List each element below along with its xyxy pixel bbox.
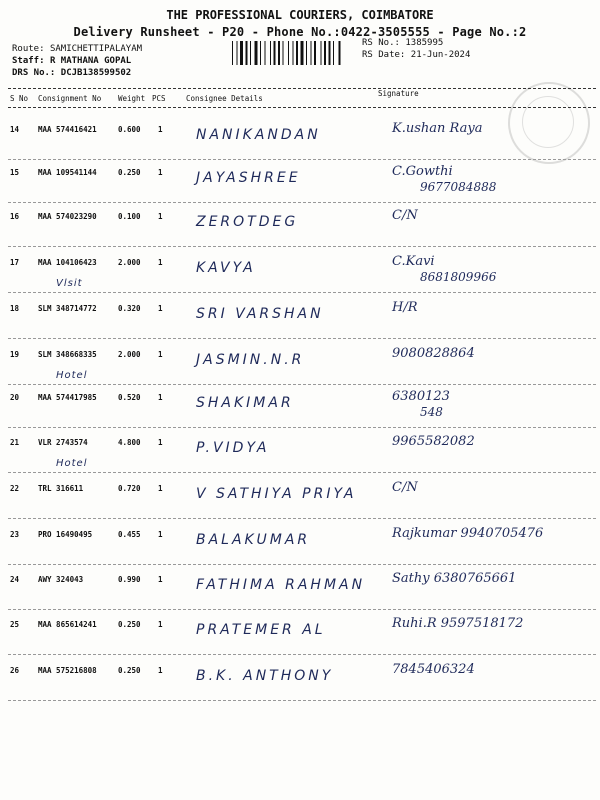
row-sno: 17 — [10, 258, 20, 267]
rs-date-value: 21-Jun-2024 — [410, 50, 471, 60]
row-consignment-no: MAA 574416421 — [38, 125, 97, 134]
drs-line — [12, 68, 131, 78]
col-pcs: PCS — [152, 94, 166, 103]
route-value: SAMICHETTIPALAYAM — [49, 44, 143, 54]
row-sno: 15 — [10, 168, 20, 177]
row-sno: 21 — [10, 438, 20, 447]
row-consignment-no: AWY 324043 — [38, 575, 84, 584]
row-pcs: 1 — [158, 304, 163, 313]
barcode-bar — [246, 41, 248, 65]
row-signature-handwritten: 6380123 — [392, 389, 450, 404]
row-weight: 0.600 — [118, 125, 141, 134]
row-note-handwritten: Vlsit — [56, 278, 83, 289]
row-weight: 0.990 — [118, 575, 141, 584]
header-top-rule — [8, 88, 596, 89]
row-consignment-no: VLR 2743574 — [38, 438, 88, 447]
staff-line — [12, 56, 131, 66]
barcode-bar — [260, 41, 261, 65]
row-consignee-name-handwritten: PRATEMER AL — [196, 622, 326, 638]
row-sno: 22 — [10, 484, 20, 493]
row-separator — [8, 564, 596, 565]
barcode-bar — [306, 41, 307, 65]
row-consignment-no: SLM 348714772 — [38, 304, 97, 313]
row-pcs: 1 — [158, 125, 163, 134]
barcode-bar — [278, 41, 280, 65]
barcode-bar — [232, 41, 233, 65]
row-consignment-no: SLM 348668335 — [38, 350, 97, 359]
row-signature-handwritten: C.Kavi — [392, 254, 435, 269]
row-weight: 4.800 — [118, 438, 141, 447]
row-note-handwritten: Hotel — [56, 458, 88, 469]
route-line — [12, 44, 142, 54]
row-pcs: 1 — [158, 620, 163, 629]
barcode-bar — [324, 41, 326, 65]
barcode-bar — [301, 41, 304, 65]
row-signature-handwritten: H/R — [392, 300, 418, 315]
barcode-bar — [265, 41, 266, 65]
staff-label: Staff: — [12, 56, 45, 66]
row-separator — [8, 246, 596, 247]
barcode-bar — [274, 41, 276, 65]
row-consignment-no: PRO 16490495 — [38, 530, 93, 539]
drs-label: DRS No.: — [12, 68, 56, 78]
row-pcs: 1 — [158, 484, 163, 493]
faded-stamp-inner — [522, 96, 574, 148]
barcode-bar — [314, 41, 316, 65]
row-signature-handwritten: 9080828864 — [392, 346, 475, 361]
row-pcs: 1 — [158, 575, 163, 584]
barcode-bar — [333, 41, 334, 65]
row-consignee-name-handwritten: NANIKANDAN — [196, 127, 321, 143]
row-consignee-name-handwritten: FATHIMA RAHMAN — [196, 577, 366, 593]
barcode-bar — [237, 41, 238, 65]
col-sno: S No — [10, 94, 29, 103]
staff-value: R MATHANA GOPAL — [49, 56, 132, 66]
rs-date-line — [362, 50, 470, 60]
row-pcs: 1 — [158, 212, 163, 221]
row-separator — [8, 292, 596, 293]
row-separator — [8, 338, 596, 339]
row-separator — [8, 609, 596, 610]
drs-value: DCJB138599502 — [60, 68, 132, 78]
row-sno: 14 — [10, 125, 20, 134]
row-sno: 20 — [10, 393, 20, 402]
runsheet-title: Delivery Runsheet - P20 - Phone No.:0422-3505555 - Page No.:2 — [73, 25, 527, 39]
barcode-bar — [296, 41, 298, 65]
row-sno: 19 — [10, 350, 20, 359]
row-consignee-name-handwritten: P.VIDYA — [196, 440, 270, 456]
rs-no-label: RS No.: — [362, 38, 400, 48]
row-weight: 0.100 — [118, 212, 141, 221]
row-separator — [8, 472, 596, 473]
row-separator — [8, 427, 596, 428]
row-signature-handwritten: C/N — [392, 480, 418, 495]
row-sno: 16 — [10, 212, 20, 221]
barcode-bar — [293, 41, 294, 65]
row-signature-handwritten: Ruhi.R 9597518172 — [392, 616, 524, 631]
row-weight: 0.320 — [118, 304, 141, 313]
row-pcs: 1 — [158, 258, 163, 267]
row-signature-handwritten: 7845406324 — [392, 662, 475, 677]
row-signature-extra: 9677084888 — [420, 180, 497, 194]
row-sno: 24 — [10, 575, 20, 584]
row-signature-handwritten: Sathy 6380765661 — [392, 571, 517, 586]
row-pcs: 1 — [158, 530, 163, 539]
row-consignment-no: MAA 575216808 — [38, 666, 97, 675]
row-sno: 18 — [10, 304, 20, 313]
row-weight: 0.250 — [118, 620, 141, 629]
barcode-bar — [250, 41, 251, 65]
row-weight: 0.720 — [118, 484, 141, 493]
row-consignee-name-handwritten: KAVYA — [196, 260, 256, 276]
barcode-bar — [329, 41, 331, 65]
row-consignee-name-handwritten: JASMIN.N.R — [196, 352, 305, 368]
row-separator — [8, 202, 596, 203]
col-consignee-details: Consignee Details — [186, 94, 263, 103]
row-consignment-no: MAA 574417985 — [38, 393, 97, 402]
row-note-handwritten: Hotel — [56, 370, 88, 381]
barcode-bar — [311, 41, 312, 65]
row-signature-handwritten: 9965582082 — [392, 434, 475, 449]
row-separator — [8, 654, 596, 655]
barcode-bar — [339, 41, 341, 65]
col-signature: Signature — [378, 89, 419, 98]
row-sno: 26 — [10, 666, 20, 675]
rs-no-value: 1385995 — [405, 38, 444, 48]
row-pcs: 1 — [158, 666, 163, 675]
row-consignment-no: MAA 865614241 — [38, 620, 97, 629]
row-pcs: 1 — [158, 438, 163, 447]
col-weight: Weight — [118, 94, 146, 103]
row-separator — [8, 159, 596, 160]
rs-date-label: RS Date: — [362, 50, 406, 60]
row-consignee-name-handwritten: SHAKIMAR — [196, 395, 294, 411]
row-consignment-no: MAA 109541144 — [38, 168, 97, 177]
row-signature-handwritten: K.ushan Raya — [392, 121, 483, 136]
row-consignment-no: MAA 574023290 — [38, 212, 97, 221]
row-separator — [8, 384, 596, 385]
barcode-bar — [288, 41, 289, 65]
row-signature-extra: 548 — [420, 405, 443, 419]
row-consignee-name-handwritten: SRI VARSHAN — [196, 306, 324, 322]
col-consignment: Consignment No — [38, 94, 102, 103]
row-consignee-name-handwritten: ZEROTDEG — [196, 214, 299, 230]
row-consignment-no: MAA 104106423 — [38, 258, 97, 267]
row-pcs: 1 — [158, 168, 163, 177]
barcode-bar — [270, 41, 271, 65]
row-separator — [8, 700, 596, 701]
row-consignee-name-handwritten: BALAKUMAR — [196, 532, 311, 548]
row-weight: 0.520 — [118, 393, 141, 402]
row-sno: 23 — [10, 530, 20, 539]
row-signature-extra: 8681809966 — [420, 270, 497, 284]
row-consignee-name-handwritten: V SATHIYA PRIYA — [196, 486, 357, 502]
row-pcs: 1 — [158, 350, 163, 359]
row-weight: 0.250 — [118, 168, 141, 177]
row-signature-handwritten: C/N — [392, 208, 418, 223]
row-separator — [8, 518, 596, 519]
row-weight: 2.000 — [118, 258, 141, 267]
rs-no-line — [362, 38, 443, 48]
row-consignee-name-handwritten: JAYASHREE — [196, 170, 301, 186]
row-signature-handwritten: Rajkumar 9940705476 — [392, 526, 544, 541]
row-consignment-no: TRL 316611 — [38, 484, 84, 493]
barcode-bar — [255, 41, 258, 65]
row-sno: 25 — [10, 620, 20, 629]
row-weight: 0.250 — [118, 666, 141, 675]
row-consignee-name-handwritten: B.K. ANTHONY — [196, 668, 334, 684]
barcode-bar — [321, 41, 322, 65]
barcode-bar — [283, 41, 284, 65]
barcode-image — [232, 41, 354, 65]
row-weight: 2.000 — [118, 350, 141, 359]
company-title: THE PROFESSIONAL COURIERS, COIMBATORE — [166, 8, 434, 22]
header-bottom-rule — [8, 107, 596, 108]
barcode-bar — [240, 41, 243, 65]
row-pcs: 1 — [158, 393, 163, 402]
route-label: Route: — [12, 44, 45, 54]
row-weight: 0.455 — [118, 530, 141, 539]
row-signature-handwritten: C.Gowthi — [392, 164, 453, 179]
